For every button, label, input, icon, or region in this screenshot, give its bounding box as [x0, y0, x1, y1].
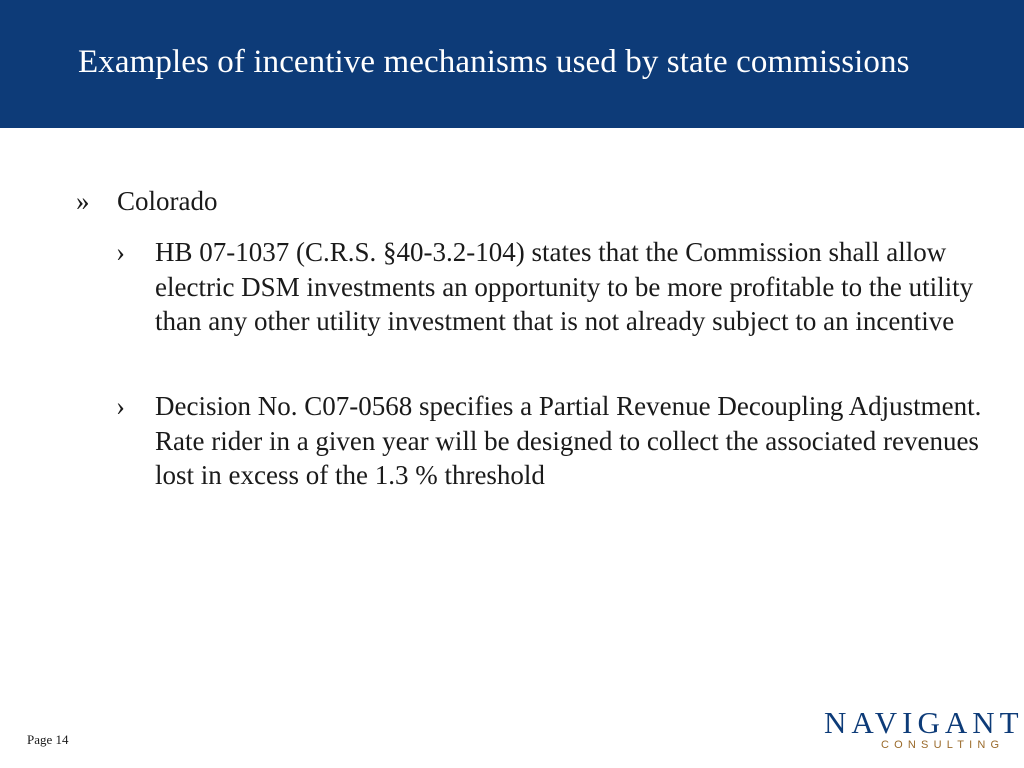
bullet-text: Decision No. C07-0568 specifies a Partial Revenue Decoupling Adjustment. Rate rider in a given year will be designed to collect the associated revenues lost in excess of the 1.3 % threshold [155, 391, 982, 490]
navigant-logo [824, 705, 1024, 756]
slide-title: Examples of incentive mechanisms used by state commissions [78, 44, 910, 80]
level2-bullet-marker: › [116, 391, 125, 421]
level1-bullet-marker: » [76, 186, 90, 216]
logo-wordmark [824, 706, 1024, 740]
page-number: Page 14 [27, 732, 69, 747]
logo-tagline: CONSULTING [881, 739, 1005, 751]
title-bar [0, 0, 1024, 128]
logo-wordmark-text: NAVIGANT [824, 705, 1024, 740]
state-label: Colorado [117, 186, 218, 216]
bullet-text: HB 07-1037 (C.R.S. §40-3.2-104) states that the Commission shall allow electric DSM investments an opportunity to be more profitable to the utility than any other utility investment that is not already subject to an incentive [155, 237, 974, 336]
level2-bullet-marker: › [116, 237, 125, 267]
